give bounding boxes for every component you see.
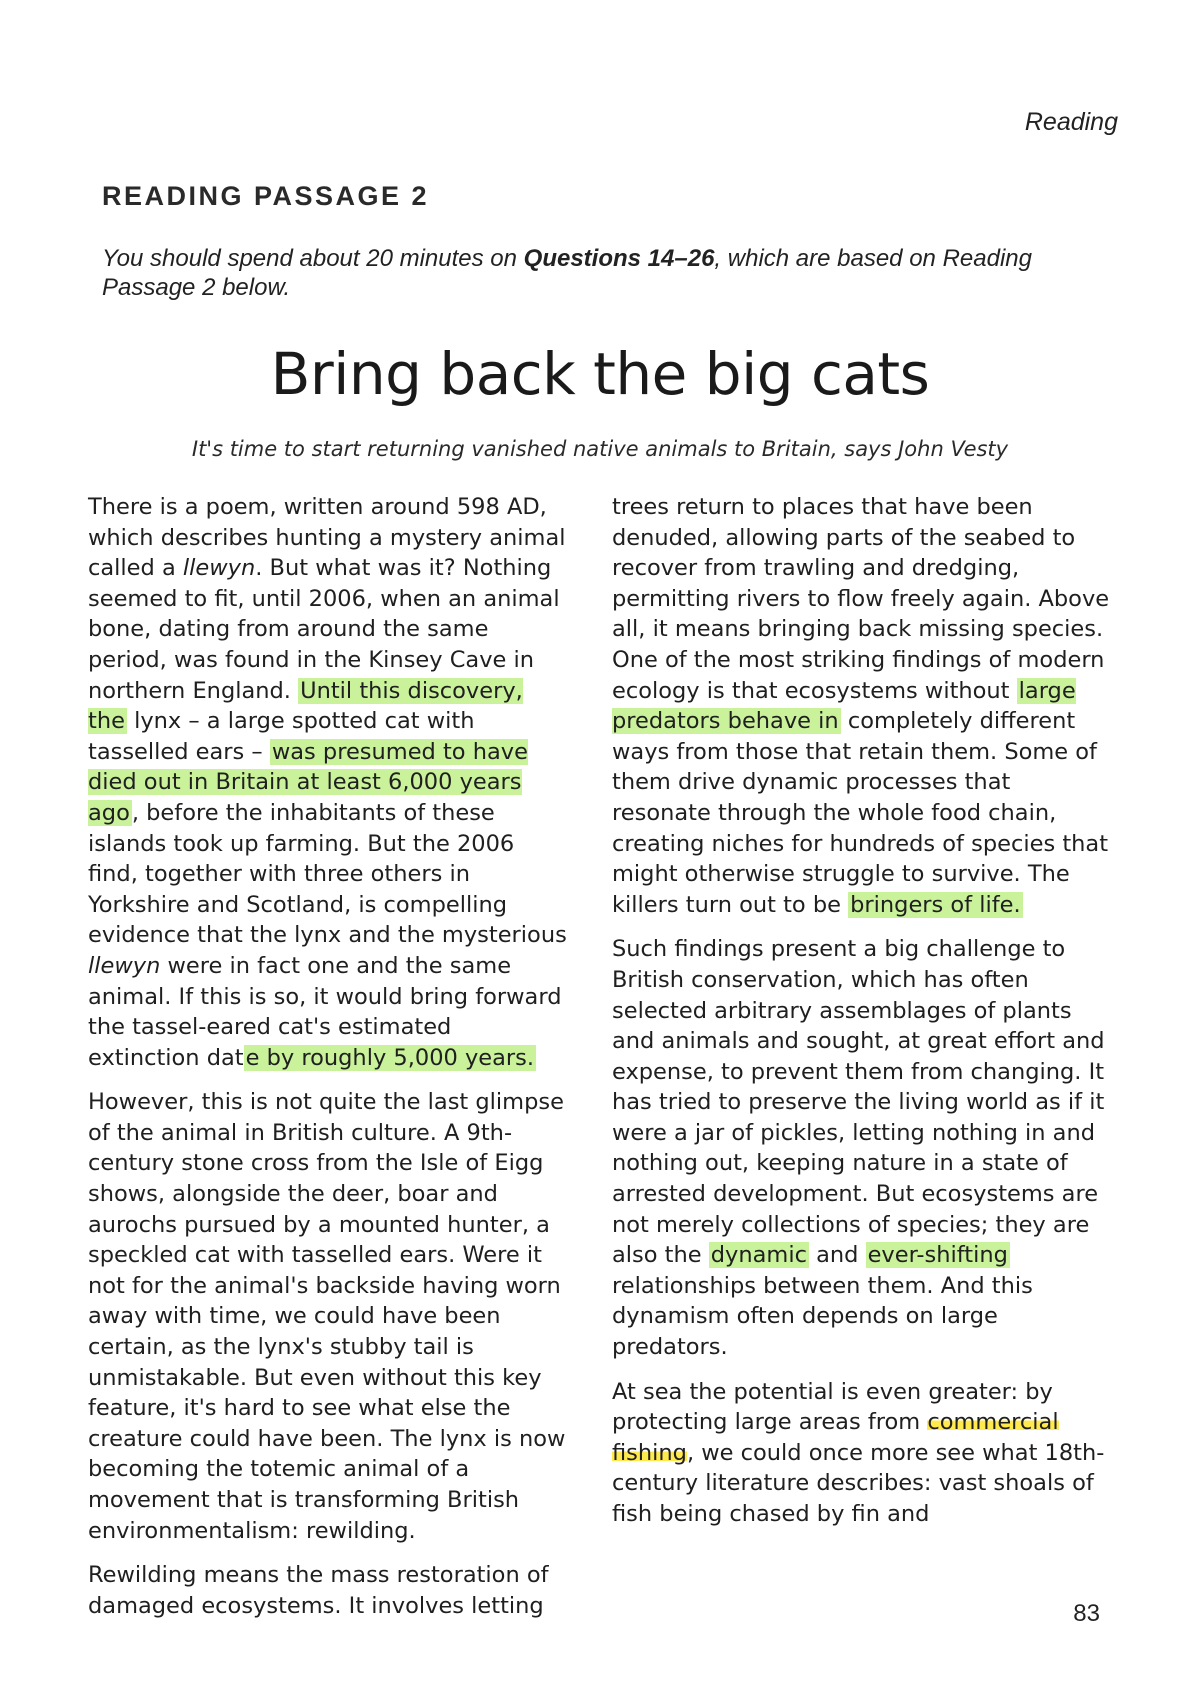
- running-header: Reading: [1024, 108, 1118, 136]
- paragraph-1: There is a poem, written around 598 AD, which describes hunting a mystery animal called a llewyn. But what was it? Nothing seemed to fit, until 2006, when an animal bone, dating from around the same period, was found in the Kinsey Cave in northern England. Until this discovery, the lynx – a large spotted cat with tasselled ears – was presumed to have died out in Britain at least 6,000 years ago, before the inhabitants of these islands took up farming. But the 2006 find, together with three others in Yorkshire and Scotland, is compelling evidence that the lynx and the mysterious llewyn were in fact one and the same animal. If this is so, it would bring forward the tassel-eared cat's estimated extinction date by roughly 5,000 years.: [88, 494, 567, 1071]
- paragraph-6: At sea the potential is even greater: by protecting large areas from commercial fishing, we could once more see what 18th-century literature describes: vast shoals of fish being chased by fin and: [612, 1378, 1105, 1527]
- article-title: Bring back the big cats: [270, 340, 930, 408]
- page-number: 83: [1073, 1600, 1100, 1627]
- highlight: large predators behave in: [612, 677, 1076, 735]
- highlight: Until this discovery, the: [88, 677, 523, 735]
- left-column: [88, 492, 568, 1635]
- highlight: was presumed to have died out in Britain at least 6,000 years ago: [88, 738, 528, 826]
- passage-heading: READING PASSAGE 2: [102, 181, 430, 211]
- paragraph-2: However, this is not quite the last glimpse of the animal in British culture. A 9th-century stone cross from the Isle of Eigg shows, alongside the deer, boar and aurochs pursued by a mounted hunter, a speckled cat with tasselled ears. Were it not for the animal's backside having worn away with time, we could have been certain, as the lynx's stubby tail is unmistakable. But even without this key feature, it's hard to see what else the creature could have been. The lynx is now becoming the totemic animal of a movement that is transforming British environmentalism: rewilding.: [88, 1089, 566, 1544]
- paragraph-4: trees return to places that have been denuded, allowing parts of the seabed to recover from trawling and dredging, permitting rivers to flow freely again. Above all, it means bringing back missing species. One of the most striking findings of modern ecology is that ecosystems without large predators behave in completely different ways from those that retain them. Some of them drive dynamic processes that resonate through the whole food chain, creating niches for hundreds of species that might otherwise struggle to survive. The killers turn out to be bringers of life.: [612, 494, 1110, 918]
- highlight: bringers of life.: [850, 891, 1021, 918]
- highlight: dynamic: [710, 1242, 807, 1269]
- highlight: e by roughly 5,000 years.: [245, 1044, 535, 1071]
- questions-range: Questions 14–26: [523, 245, 715, 272]
- highlight-yellow: commercial fishing: [612, 1409, 1059, 1466]
- instruction-text: You should spend about 20 minutes on Questions 14–26, which are based on Reading Passage 2 below.: [102, 245, 1032, 301]
- article-subtitle: It's time to start returning vanished native animals to Britain, says John Vesty: [191, 437, 1009, 461]
- paragraph-5: Such findings present a big challenge to British conservation, which has often selected arbitrary assemblages of plants and animals and sought, at great effort and expense, to prevent them from changing. It has tried to preserve the living world as if it were a jar of pickles, letting nothing in and nothing out, keeping nature in a state of arrested development. But ecosystems are not merely collections of species; they are also the dynamic and ever-shifting relationships between them. And this dynamism often depends on large predators.: [612, 936, 1105, 1361]
- highlight: ever-shifting: [867, 1242, 1008, 1269]
- right-column: [612, 492, 1110, 1544]
- paragraph-3: Rewilding means the mass restoration of damaged ecosystems. It involves letting: [88, 1562, 549, 1619]
